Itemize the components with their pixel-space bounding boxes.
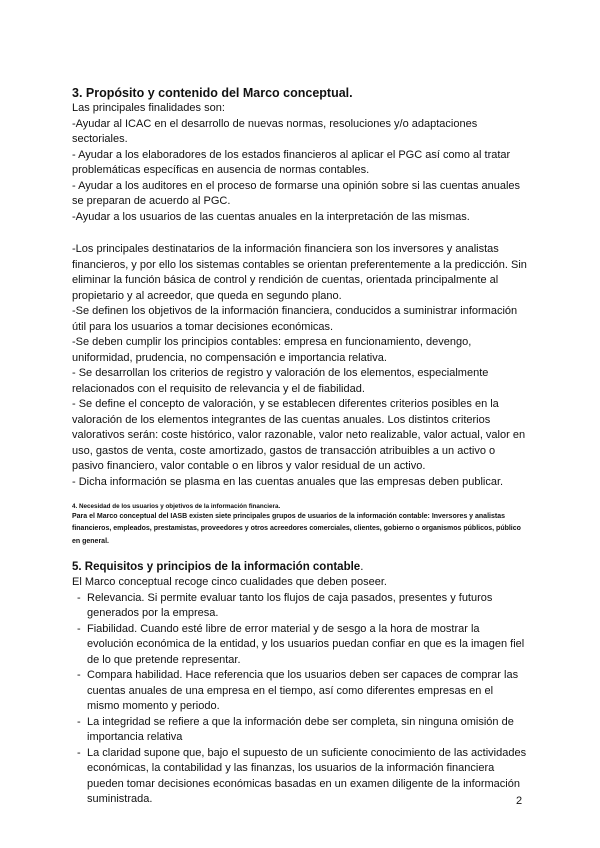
list-item-text: Fiabilidad. Cuando esté libre de error material y de sesgo a la hora de mostrar la evolución económica de la entidad, y los usuarios puedan confiar en que es la imagen fiel de lo que pretende representar. [87, 622, 525, 666]
paragraph-gap [72, 548, 528, 560]
list-item [72, 668, 528, 715]
section3-title: 3. Propósito y contenido del Marco conceptual. [72, 86, 353, 100]
bullet-marker: - [77, 591, 81, 604]
section3-point: -Se definen los objetivos de la información financiera, conducidos a suministrar información útil para los usuarios a tomar decisiones económicas. [72, 305, 518, 333]
paragraph-gap [72, 225, 528, 242]
page-number: 2 [516, 795, 523, 807]
section5-title: 5. Requisitos y principios de la información contable [72, 560, 361, 573]
section5-title-period: . [360, 560, 364, 573]
section5-heading [72, 560, 528, 576]
section3-item: - Ayudar a los auditores en el proceso de formarse una opinión sobre si las cuentas anuales se preparan de acuerdo al PGC. [72, 179, 521, 207]
list-item [72, 715, 528, 746]
section3-point: - Se define el concepto de valoración, y se establecen diferentes criterios posibles en la valoración de los elementos integrantes de las cuentas anuales. Los distintos criterios valorativos serán: coste histórico, valor razonable, valor neto realizable, valor actual, valor en uso, gastos de venta, coste amortizado, gastos de transacción atribuibles a un activo o pasivo financiero, valor contable o en libros y valor residual de un activo. [72, 398, 526, 472]
list-item-text: Relevancia. Si permite evaluar tanto los flujos de caja pasados, presentes y futuros generados por la empresa. [87, 591, 493, 620]
paragraph-gap [72, 490, 528, 502]
section3-intro: Las principales finalidades son: [72, 102, 225, 114]
section4-body: Para el Marco conceptual del IASB existen siete principales grupos de usuarios de la información contable: Inversores y analistas financieros, empleados, prestamistas, proveedores y otros acreedores comerciales, clientes, gobierno o organismos públicos, público en general. [72, 513, 521, 545]
list-item-text: La claridad supone que, bajo el supuesto de un suficiente conocimiento de las actividades económicas, la contabilidad y las finanzas, los usuarios de la información financiera pueden tomar decisiones económicas basadas en un examen diligente de la información suministrada. [87, 746, 527, 806]
bullet-marker: - [77, 715, 81, 728]
list-item-text: La integridad se refiere a que la información debe ser completa, sin ninguna omisión de importancia relativa [87, 715, 514, 744]
list-item [72, 746, 528, 808]
section4-title: 4. Necesidad de los usuarios y objetivos de la información financiera. [72, 503, 281, 510]
section3-point: - Dicha información se plasma en las cuentas anuales que las empresas deben publicar. [72, 475, 504, 488]
section3-item: -Ayudar a los usuarios de las cuentas anuales en la interpretación de las mismas. [72, 210, 470, 223]
list-item-text: Compara habilidad. Hace referencia que los usuarios deben ser capaces de comprar las cuentas anuales de una empresa en el tiempo, así como diferentes empresas en el mismo momento y periodo. [87, 669, 519, 713]
section5-intro: El Marco conceptual recoge cinco cualidades que deben poseer. [72, 576, 387, 589]
list-item [72, 622, 528, 669]
qualities-list [72, 591, 528, 808]
bullet-marker: - [77, 669, 81, 682]
section3-point: - Se desarrollan los criterios de registro y valoración de los elementos, especialmente relacionados con el requisito de relevancia y el de fiabilidad. [72, 367, 489, 395]
page-content [72, 86, 528, 808]
list-item [72, 591, 528, 622]
section3-point: -Los principales destinatarios de la información financiera son los inversores y analistas financieros, y por ello los sistemas contables se orientan preferentemente a la predicción. Sin eliminar la función básica de control y rendición de cuentas, orientada principalmente al propietario y al acreedor, que queda en segundo plano. [72, 243, 527, 302]
bullet-marker: - [77, 746, 81, 759]
section3-item: - Ayudar a los elaboradores de los estados financieros al aplicar el PGC así como al tratar problemáticas específicas en ausencia de normas contables. [72, 148, 511, 176]
section3-item: -Ayudar al ICAC en el desarrollo de nuevas normas, resoluciones y/o adaptaciones sectoriales. [72, 117, 478, 145]
section3-point: -Se deben cumplir los principios contables: empresa en funcionamiento, devengo, uniformidad, prudencia, no compensación e importancia relativa. [72, 336, 472, 364]
bullet-marker: - [77, 622, 81, 635]
